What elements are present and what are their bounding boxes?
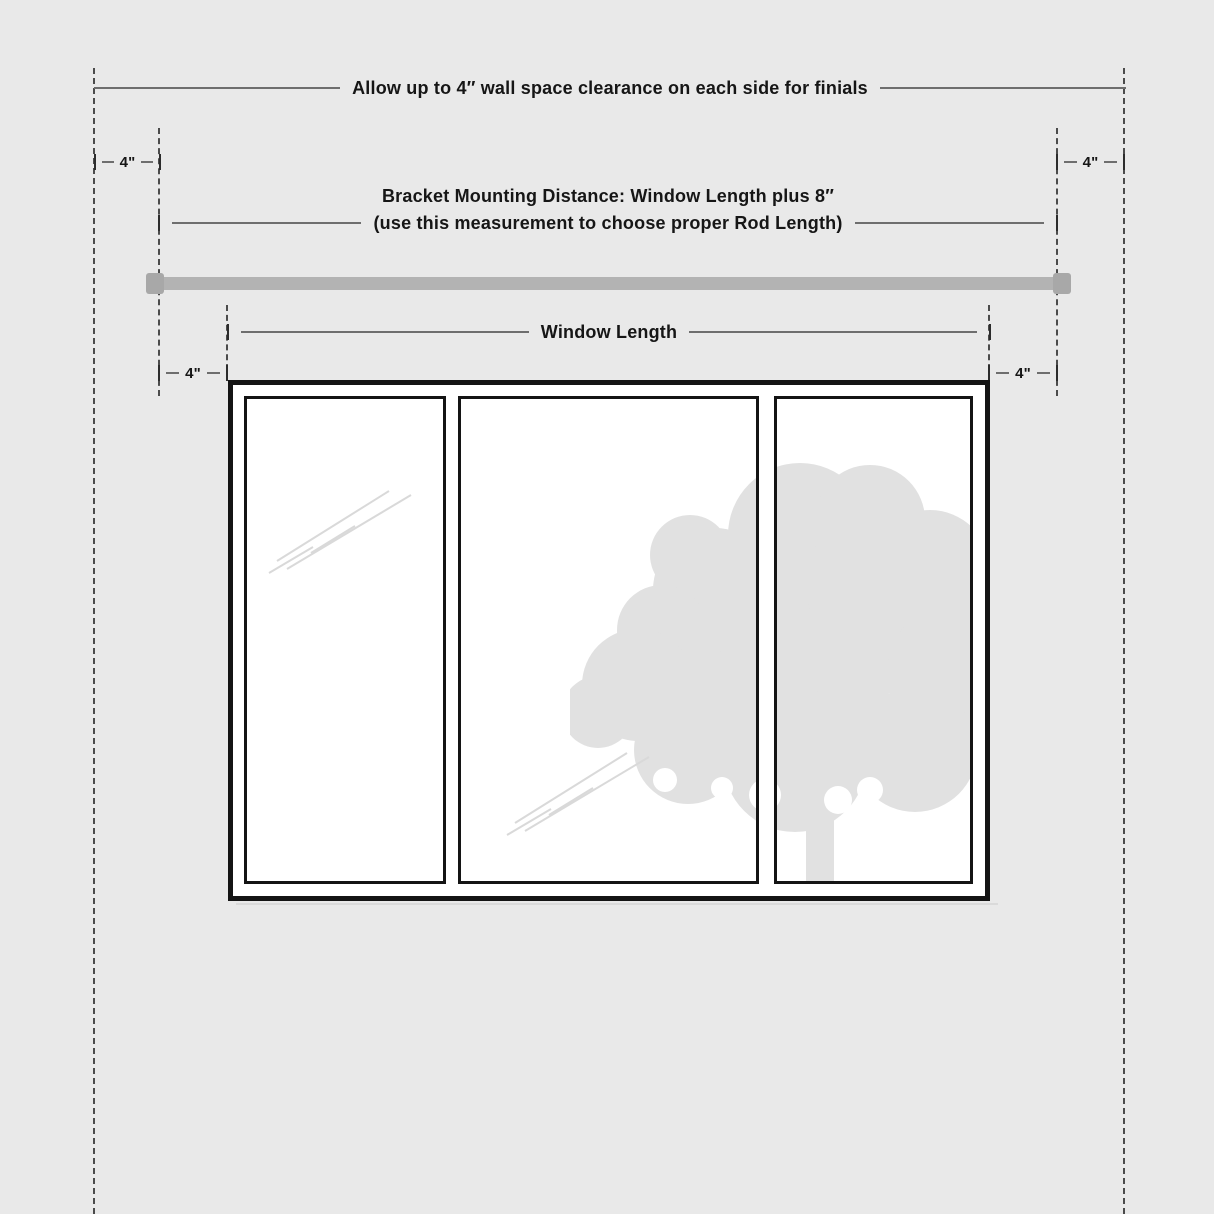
measure-line (141, 161, 153, 163)
measure-tick (227, 324, 229, 340)
finial-clearance-label: Allow up to 4″ wall space clearance on each side for finials (352, 77, 868, 98)
clearance-measure-bottom-left (158, 363, 228, 383)
clearance-value: 4" (185, 364, 201, 382)
clearance-measure-bottom-right (988, 363, 1058, 383)
rod-bracket-right (1053, 273, 1071, 294)
measure-tick (989, 324, 991, 340)
tree-silhouette-icon (774, 450, 973, 884)
measure-tick (94, 154, 96, 170)
measure-tick (1123, 154, 1125, 170)
window-pane-left (244, 396, 446, 884)
measure-line (102, 161, 114, 163)
bracket-mounting-distance-annotation (158, 186, 1058, 233)
clearance-measure-top-right (1056, 152, 1125, 172)
window-length-annotation (227, 322, 991, 342)
window-shadow (236, 903, 998, 905)
annotation-line (880, 87, 1126, 89)
measure-line (855, 222, 1044, 224)
wall-clearance-guide-right (1123, 68, 1125, 1214)
measure-tick (988, 365, 990, 381)
rod-bracket-left (146, 273, 164, 294)
measure-tick (158, 215, 160, 231)
glass-reflection-icon (497, 701, 657, 846)
measure-tick (158, 365, 160, 381)
clearance-value: 4" (1015, 364, 1031, 382)
measure-tick (1056, 154, 1058, 170)
wall-clearance-guide-left (93, 68, 95, 1214)
measure-tick (159, 154, 161, 170)
window-frame (228, 380, 990, 901)
measure-line (1104, 161, 1117, 163)
measure-line (172, 222, 361, 224)
window-pane-right (774, 396, 973, 884)
measure-line (207, 372, 220, 374)
clearance-measure-top-left (94, 152, 161, 172)
clearance-value: 4" (119, 153, 136, 171)
measure-tick (226, 365, 228, 381)
measure-line (1037, 372, 1050, 374)
measure-line (996, 372, 1009, 374)
curtain-rod (155, 277, 1060, 290)
glass-reflection-icon (259, 439, 419, 584)
finial-clearance-annotation (94, 78, 1126, 98)
measure-line (1064, 161, 1077, 163)
window-length-label: Window Length (540, 321, 678, 342)
bracket-distance-subtitle: (use this measurement to choose proper Rod Length) (373, 212, 843, 233)
annotation-line (94, 87, 340, 89)
measure-line (166, 372, 179, 374)
clearance-value: 4" (1082, 153, 1099, 171)
window-pane-middle (458, 396, 759, 884)
measure-line (689, 331, 977, 333)
measure-tick (1056, 215, 1058, 231)
bracket-distance-title: Bracket Mounting Distance: Window Length plus 8″ (381, 186, 835, 206)
measure-line (241, 331, 529, 333)
measure-tick (1056, 365, 1058, 381)
